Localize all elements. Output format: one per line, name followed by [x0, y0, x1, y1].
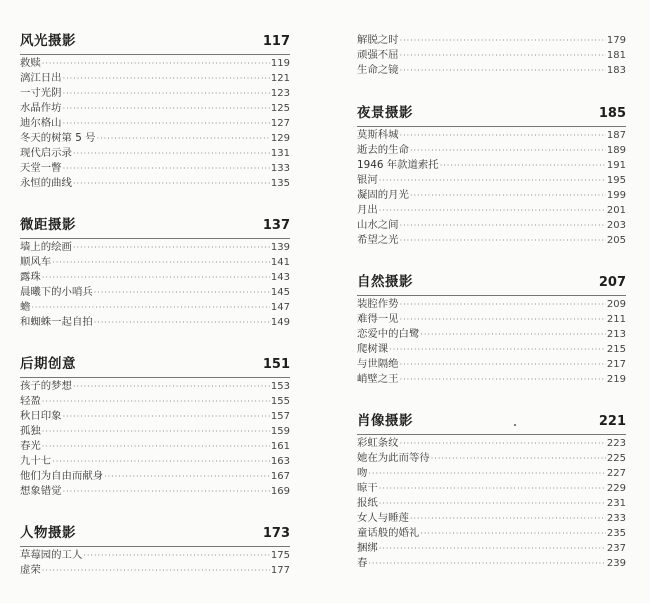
entry-page-number: 211: [606, 314, 626, 325]
dot-leader: [104, 469, 270, 484]
toc-entry: [20, 116, 290, 131]
entry-page-number: 235: [606, 528, 626, 539]
entry-title: 彩虹条纹: [357, 437, 399, 449]
dot-leader: [379, 541, 606, 556]
dot-leader: [368, 556, 606, 571]
entry-title: 草莓园的工人: [20, 549, 83, 561]
dot-leader: [400, 48, 606, 63]
toc-entry: [20, 424, 290, 439]
dot-leader: [94, 315, 270, 330]
entry-title: 虚荣: [20, 564, 41, 576]
entry-title: 爬树课: [357, 343, 389, 355]
toc-entry: [357, 556, 626, 571]
dot-leader: [83, 548, 270, 563]
entry-title: 逝去的生命: [357, 144, 409, 156]
entry-page-number: 213: [606, 329, 626, 340]
entry-page-number: 229: [606, 483, 626, 494]
entry-page-number: 183: [606, 65, 626, 76]
section-page-number: 207: [598, 275, 626, 290]
entry-page-number: 155: [270, 396, 290, 407]
dot-leader: [73, 379, 270, 394]
entry-list: [20, 548, 290, 578]
dot-leader: [31, 300, 270, 315]
entry-title: 一寸光阴: [20, 87, 62, 99]
section-divider: [357, 126, 626, 127]
entry-page-number: 219: [606, 374, 626, 385]
toc-section: [357, 271, 626, 387]
entry-page-number: 139: [270, 242, 290, 253]
entry-list: [357, 297, 626, 387]
entry-title: 月出: [357, 204, 378, 216]
entry-title: 难得一见: [357, 313, 399, 325]
entry-page-number: 149: [270, 317, 290, 328]
entry-title: 希望之光: [357, 234, 399, 246]
entry-title: 蟾: [20, 301, 31, 313]
entry-page-number: 129: [270, 133, 290, 144]
entry-title: 吻: [357, 467, 368, 479]
entry-title: 女人与睡莲: [357, 512, 409, 524]
dot-leader: [73, 240, 270, 255]
toc-entry: [357, 203, 626, 218]
dot-leader: [73, 176, 270, 191]
entry-title: 永恒的曲线: [20, 177, 72, 189]
entry-title: 装腔作势: [357, 298, 399, 310]
dot-leader: [440, 158, 606, 173]
entry-page-number: 159: [270, 426, 290, 437]
section-divider: [357, 295, 626, 296]
toc-entry: [20, 56, 290, 71]
entry-page-number: 141: [270, 257, 290, 268]
toc-entry: [357, 233, 626, 248]
entry-title: 水晶作坊: [20, 102, 62, 114]
entry-page-number: 169: [270, 486, 290, 497]
print-speck: [514, 424, 516, 426]
entry-page-number: 125: [270, 103, 290, 114]
section-divider: [20, 546, 290, 547]
dot-leader: [400, 33, 606, 48]
section-title: 风光摄影: [20, 33, 76, 49]
dot-leader: [400, 128, 606, 143]
dot-leader: [42, 394, 270, 409]
entry-page-number: 189: [606, 145, 626, 156]
section-page-number: 221: [598, 414, 626, 429]
toc-entry: [20, 176, 290, 191]
toc-entry: [20, 270, 290, 285]
dot-leader: [400, 297, 606, 312]
toc-entry: [357, 327, 626, 342]
dot-leader: [379, 203, 606, 218]
entry-page-number: 133: [270, 163, 290, 174]
entry-title: 现代启示录: [20, 147, 72, 159]
toc-entry: [20, 315, 290, 330]
entry-page-number: 231: [606, 498, 626, 509]
entry-title: 1946 年款道索托: [357, 159, 439, 171]
entry-title: 她在为此而等待: [357, 452, 430, 464]
toc-entry: [357, 173, 626, 188]
entry-title: 天堂一瞥: [20, 162, 62, 174]
toc-entry: [20, 454, 290, 469]
entry-title: 漓江日出: [20, 72, 62, 84]
entry-title: 冬天的树第 5 号: [20, 132, 96, 144]
toc-entry: [357, 511, 626, 526]
dot-leader: [389, 342, 606, 357]
dot-leader: [63, 484, 270, 499]
entry-title: 春: [357, 557, 368, 569]
entry-title: 迪尔格山: [20, 117, 62, 129]
toc-entry: [20, 161, 290, 176]
dot-leader: [410, 143, 606, 158]
entry-page-number: 157: [270, 411, 290, 422]
toc-section: [20, 353, 290, 499]
entry-list: [357, 436, 626, 571]
entry-page-number: 215: [606, 344, 626, 355]
entry-title: 九十七: [20, 455, 52, 467]
entry-page-number: 147: [270, 302, 290, 313]
entry-page-number: 237: [606, 543, 626, 554]
toc-entry: [20, 285, 290, 300]
entry-title: 露珠: [20, 271, 41, 283]
dot-leader: [42, 439, 270, 454]
entry-page-number: 175: [270, 550, 290, 561]
dot-leader: [400, 357, 606, 372]
section-title: 肖像摄影: [357, 413, 413, 429]
toc-section: [20, 214, 290, 330]
section-page-number: 173: [262, 526, 290, 541]
toc-entry: [20, 255, 290, 270]
entry-page-number: 177: [270, 565, 290, 576]
entry-page-number: 135: [270, 178, 290, 189]
entry-page-number: 233: [606, 513, 626, 524]
section-divider: [20, 377, 290, 378]
entry-page-number: 163: [270, 456, 290, 467]
toc-entry: [20, 394, 290, 409]
entry-list: [357, 128, 626, 248]
toc-entry: [357, 451, 626, 466]
toc-entry: [357, 312, 626, 327]
entry-title: 晨曦下的小哨兵: [20, 286, 93, 298]
entry-title: 峭壁之王: [357, 373, 399, 385]
dot-leader: [63, 116, 270, 131]
entry-title: 莫斯科城: [357, 129, 399, 141]
entry-page-number: 179: [606, 35, 626, 46]
entry-page-number: 209: [606, 299, 626, 310]
toc-entry: [357, 128, 626, 143]
dot-leader: [42, 270, 270, 285]
toc-entry: [357, 481, 626, 496]
entry-page-number: 143: [270, 272, 290, 283]
section-page-number: 117: [262, 34, 290, 49]
dot-leader: [97, 131, 270, 146]
entry-title: 恋爱中的白鹭: [357, 328, 420, 340]
entry-title: 生命之镜: [357, 64, 399, 76]
entry-page-number: 191: [606, 160, 626, 171]
toc-entry: [20, 469, 290, 484]
entry-page-number: 205: [606, 235, 626, 246]
toc-section: [20, 522, 290, 578]
toc-entry: [20, 409, 290, 424]
section-title: 微距摄影: [20, 217, 76, 233]
entry-page-number: 153: [270, 381, 290, 392]
entry-title: 秋日印象: [20, 410, 62, 422]
entry-page-number: 123: [270, 88, 290, 99]
section-divider: [20, 54, 290, 55]
dot-leader: [400, 63, 606, 78]
toc-entry: [357, 297, 626, 312]
toc-continued-entries: [357, 33, 626, 78]
section-title: 夜景摄影: [357, 105, 413, 121]
entry-page-number: 227: [606, 468, 626, 479]
entry-title: 解脱之时: [357, 34, 399, 46]
toc-entry: [357, 48, 626, 63]
toc-entry: [357, 372, 626, 387]
entry-list: [20, 240, 290, 330]
entry-title: 捆绑: [357, 542, 378, 554]
entry-title: 轻盈: [20, 395, 41, 407]
dot-leader: [94, 285, 270, 300]
entry-title: 凝固的月光: [357, 189, 409, 201]
dot-leader: [52, 255, 270, 270]
dot-leader: [368, 466, 606, 481]
section-page-number: 151: [262, 357, 290, 372]
entry-title: 晾干: [357, 482, 378, 494]
entry-page-number: 121: [270, 73, 290, 84]
toc-entry: [20, 240, 290, 255]
dot-leader: [400, 218, 606, 233]
dot-leader: [63, 86, 270, 101]
toc-entry: [20, 300, 290, 315]
dot-leader: [400, 233, 606, 248]
entry-page-number: 199: [606, 190, 626, 201]
toc-entry: [357, 342, 626, 357]
entry-list: [20, 379, 290, 499]
entry-title: 他们为自由而献身: [20, 470, 104, 482]
toc-entry: [357, 188, 626, 203]
dot-leader: [420, 526, 606, 541]
entry-page-number: 239: [606, 558, 626, 569]
dot-leader: [73, 146, 270, 161]
section-page-number: 185: [598, 106, 626, 121]
toc-entry: [20, 379, 290, 394]
toc-entry: [20, 439, 290, 454]
entry-page-number: 201: [606, 205, 626, 216]
entry-page-number: 161: [270, 441, 290, 452]
entry-title: 银河: [357, 174, 378, 186]
dot-leader: [400, 372, 606, 387]
dot-leader: [379, 173, 606, 188]
entry-page-number: 187: [606, 130, 626, 141]
entry-page-number: 127: [270, 118, 290, 129]
toc-entry: [357, 541, 626, 556]
entry-title: 春光: [20, 440, 41, 452]
section-page-number: 137: [262, 218, 290, 233]
entry-page-number: 145: [270, 287, 290, 298]
dot-leader: [52, 454, 270, 469]
toc-entry: [20, 563, 290, 578]
toc-entry: [357, 436, 626, 451]
entry-list: [357, 33, 626, 78]
section-title: 自然摄影: [357, 274, 413, 290]
entry-page-number: 119: [270, 58, 290, 69]
entry-title: 和蜘蛛一起自拍: [20, 316, 93, 328]
toc-entry: [20, 71, 290, 86]
toc-entry: [357, 496, 626, 511]
toc-entry: [357, 466, 626, 481]
entry-page-number: 181: [606, 50, 626, 61]
section-divider: [20, 238, 290, 239]
dot-leader: [42, 56, 270, 71]
dot-leader: [410, 188, 606, 203]
dot-leader: [63, 161, 270, 176]
section-divider: [357, 434, 626, 435]
dot-leader: [400, 312, 606, 327]
toc-entry: [20, 131, 290, 146]
dot-leader: [42, 424, 270, 439]
dot-leader: [379, 481, 606, 496]
dot-leader: [63, 101, 270, 116]
entry-title: 想象错觉: [20, 485, 62, 497]
dot-leader: [379, 496, 606, 511]
dot-leader: [42, 563, 270, 578]
entry-title: 童话般的婚礼: [357, 527, 420, 539]
entry-title: 墙上的绘画: [20, 241, 72, 253]
entry-title: 与世隔绝: [357, 358, 399, 370]
entry-title: 顽强不屈: [357, 49, 399, 61]
toc-entry: [357, 357, 626, 372]
toc-entry: [20, 86, 290, 101]
entry-page-number: 131: [270, 148, 290, 159]
dot-leader: [420, 327, 606, 342]
toc-entry: [357, 526, 626, 541]
toc-entry: [357, 158, 626, 173]
section-title: 人物摄影: [20, 525, 76, 541]
dot-leader: [63, 71, 270, 86]
dot-leader: [63, 409, 270, 424]
toc-section: [357, 410, 626, 571]
entry-page-number: 167: [270, 471, 290, 482]
dot-leader: [410, 511, 606, 526]
entry-page-number: 223: [606, 438, 626, 449]
dot-leader: [400, 436, 606, 451]
entry-page-number: 217: [606, 359, 626, 370]
toc-entry: [20, 146, 290, 161]
toc-section: [20, 30, 290, 191]
entry-title: 顺风车: [20, 256, 52, 268]
entry-title: 孤独: [20, 425, 41, 437]
entry-page-number: 195: [606, 175, 626, 186]
toc-entry: [20, 484, 290, 499]
toc-entry: [357, 143, 626, 158]
entry-title: 报纸: [357, 497, 378, 509]
entry-page-number: 225: [606, 453, 626, 464]
toc-entry: [357, 63, 626, 78]
dot-leader: [431, 451, 606, 466]
toc-entry: [20, 101, 290, 116]
toc-section: [357, 102, 626, 248]
section-title: 后期创意: [20, 356, 76, 372]
entry-title: 救赎: [20, 57, 41, 69]
entry-page-number: 203: [606, 220, 626, 231]
toc-entry: [20, 548, 290, 563]
toc-entry: [357, 33, 626, 48]
entry-title: 孩子的梦想: [20, 380, 72, 392]
entry-list: [20, 56, 290, 191]
entry-title: 山水之间: [357, 219, 399, 231]
toc-entry: [357, 218, 626, 233]
